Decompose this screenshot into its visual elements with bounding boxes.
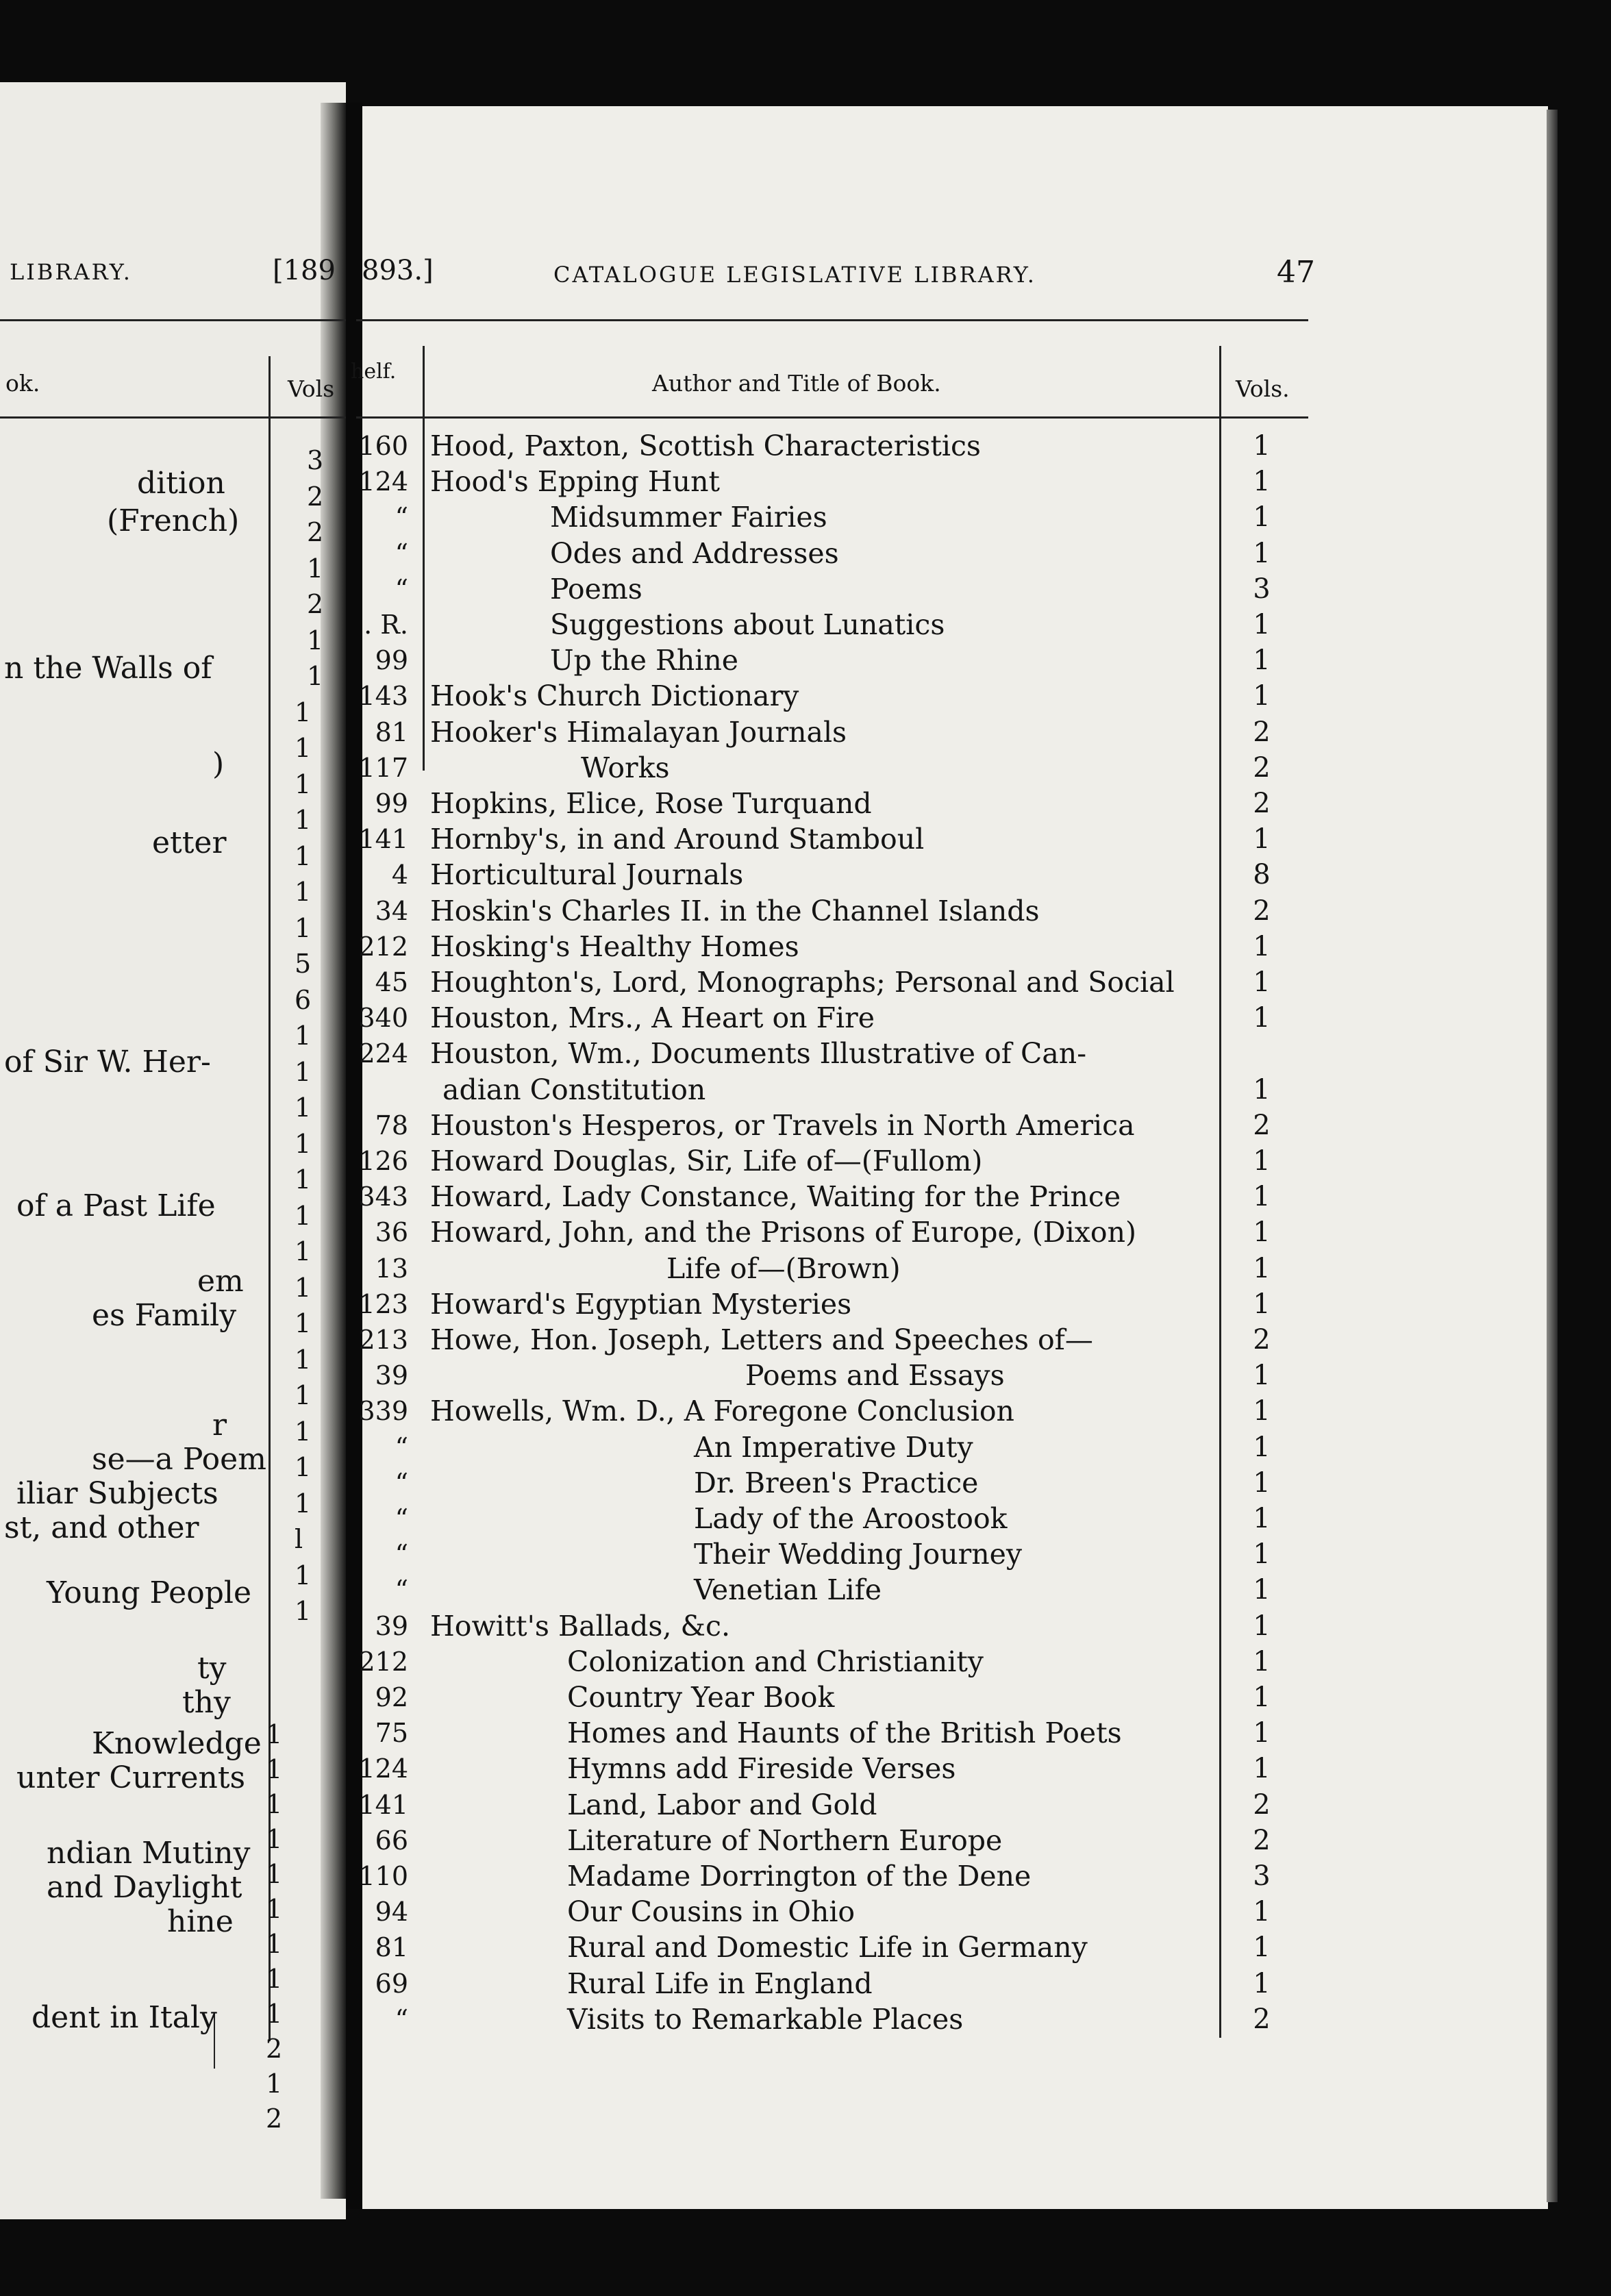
catalogue-entry <box>0 1286 1611 1322</box>
entry-title: Hoskin's Charles II. in the Channel Islands <box>430 894 1040 927</box>
entry-vols: 1 <box>1253 537 1271 569</box>
entry-title: Howells, Wm. D., A Foregone Conclusion <box>430 1395 1014 1428</box>
entry-title: Works <box>581 751 670 784</box>
catalogue-entry <box>0 1000 1611 1036</box>
entry-title: Howard's Egyptian Mysteries <box>430 1287 852 1321</box>
entry-title: Colonization and Christianity <box>567 1645 984 1678</box>
entry-shelf: 339 <box>358 1396 408 1427</box>
entry-vols: 1 <box>1253 930 1271 962</box>
catalogue-entry <box>0 1858 1611 1894</box>
catalogue-entry <box>0 750 1611 786</box>
right-header-title: CATALOGUE LEGISLATIVE LIBRARY. <box>553 262 1036 288</box>
catalogue-entry <box>0 1430 1611 1465</box>
entry-title: Rural Life in England <box>567 1967 873 2000</box>
left-title-fragment: iliar Subjects <box>16 1476 218 1511</box>
entry-vols: 1 <box>1253 1503 1271 1534</box>
catalogue-entry <box>0 1572 1611 1608</box>
entry-shelf: 81 <box>375 716 408 747</box>
entry-vols: 1 <box>1253 1360 1271 1392</box>
right-column-rule <box>356 416 1308 419</box>
entry-shelf: “ <box>395 2004 408 2034</box>
entry-vols: 1 <box>1253 1002 1271 1034</box>
catalogue-entry <box>0 1072 1611 1108</box>
entry-shelf: 69 <box>375 1968 408 1999</box>
entry-vols: 1 <box>1253 1395 1271 1427</box>
catalogue-entry <box>0 1108 1611 1143</box>
left-vols-value: 1 <box>266 1894 283 1924</box>
entry-title: Their Wedding Journey <box>694 1538 1023 1571</box>
left-column-rule <box>0 416 346 419</box>
left-vols-value: 1 <box>295 805 312 835</box>
catalogue-entry <box>0 821 1611 857</box>
entry-vols: 1 <box>1253 680 1271 712</box>
entry-vols: 8 <box>1253 859 1271 891</box>
entry-vols: 1 <box>1253 609 1271 640</box>
entry-shelf: 4 <box>391 860 408 890</box>
entry-shelf: 75 <box>375 1718 408 1749</box>
entry-shelf: 92 <box>375 1682 408 1712</box>
left-vols-value: 1 <box>295 1488 312 1519</box>
entry-shelf: “ <box>395 1539 408 1570</box>
entry-vols: 2 <box>1253 2003 1271 2035</box>
entry-vols: 1 <box>1253 501 1271 534</box>
entry-title: Hornby's, in and Around Stamboul <box>430 823 925 856</box>
entry-shelf: 117 <box>358 752 408 783</box>
entry-shelf: 124 <box>358 1754 408 1784</box>
entry-shelf: 78 <box>375 1110 408 1140</box>
entry-title: Hosking's Healthy Homes <box>430 929 799 963</box>
entry-title: Hood, Paxton, Scottish Characteristics <box>430 429 981 462</box>
left-vols-value: 1 <box>295 840 312 871</box>
right-col-shelf: helf. <box>351 360 397 384</box>
left-vols-value: 1 <box>295 1128 312 1159</box>
entry-vols: 1 <box>1253 1538 1271 1571</box>
left-vols-value: 1 <box>295 1308 312 1338</box>
left-title-fragment: ty <box>197 1651 227 1686</box>
left-vols-value: 1 <box>266 1824 283 1854</box>
left-vols-value: 1 <box>266 1964 283 1994</box>
left-vols-value: 1 <box>266 2069 283 2099</box>
entry-title: Houghton's, Lord, Monographs; Personal and Social <box>430 966 1175 999</box>
left-vols-value: 2 <box>307 589 324 619</box>
left-vols-value: 1 <box>266 1789 283 1819</box>
entry-shelf: 212 <box>358 931 408 962</box>
left-vols-value: 1 <box>295 1093 312 1123</box>
entry-shelf: 39 <box>375 1360 408 1391</box>
entry-vols: 1 <box>1253 645 1271 677</box>
left-title-fragment: of a Past Life <box>16 1188 216 1223</box>
entry-shelf: 212 <box>358 1646 408 1677</box>
left-title-fragment: r <box>212 1408 227 1443</box>
catalogue-entry <box>0 1787 1611 1823</box>
left-title-fragment: (French) <box>107 503 240 538</box>
left-vols-value: l <box>295 1524 303 1554</box>
catalogue-entry <box>0 1536 1611 1572</box>
entry-title: Rural and Domestic Life in Germany <box>567 1931 1088 1964</box>
entry-shelf: “ <box>395 1467 408 1498</box>
left-vols-value: 1 <box>307 553 324 584</box>
entry-shelf: 39 <box>375 1610 408 1641</box>
entry-vols: 2 <box>1253 751 1271 784</box>
catalogue-entry <box>0 1251 1611 1286</box>
entry-vols: 1 <box>1253 823 1271 856</box>
entry-shelf: 110 <box>358 1861 408 1891</box>
catalogue-entry <box>0 1644 1611 1680</box>
catalogue-entry <box>0 678 1611 714</box>
left-title-fragment: of Sir W. Her- <box>4 1045 211 1080</box>
entry-title: Literature of Northern Europe <box>567 1823 1003 1857</box>
catalogue-entry <box>0 1179 1611 1214</box>
left-header-date: [189 <box>273 255 336 286</box>
entry-vols: 1 <box>1253 1717 1271 1749</box>
entry-vols: 2 <box>1253 1109 1271 1141</box>
left-vols-value: 2 <box>307 517 324 547</box>
entry-title: Houston, Mrs., A Heart on Fire <box>430 1001 875 1035</box>
left-vols-value: 1 <box>295 1416 312 1447</box>
left-vols-value: 3 <box>307 445 324 475</box>
catalogue-entry <box>0 1751 1611 1786</box>
entry-vols: 1 <box>1253 1216 1271 1249</box>
right-header-date: 893.] <box>362 255 434 286</box>
entry-title: Poems <box>550 572 642 606</box>
catalogue-entry <box>0 1322 1611 1358</box>
entry-shelf: 81 <box>375 1932 408 1963</box>
entry-shelf: 94 <box>375 1897 408 1927</box>
entry-shelf: “ <box>395 538 408 569</box>
catalogue-entry <box>0 1465 1611 1501</box>
left-vols-value: 1 <box>295 1272 312 1303</box>
entry-vols: 1 <box>1253 1574 1271 1606</box>
entry-shelf: “ <box>395 1432 408 1462</box>
entry-vols: 1 <box>1253 466 1271 498</box>
catalogue-entry <box>0 607 1611 642</box>
entry-shelf: 36 <box>375 1217 408 1248</box>
entry-vols: 1 <box>1253 1252 1271 1284</box>
entry-vols: 1 <box>1253 1181 1271 1213</box>
catalogue-entry <box>0 1393 1611 1429</box>
left-vols-value: 1 <box>295 697 312 727</box>
entry-title: Poems and Essays <box>745 1359 1005 1393</box>
entry-vols: 3 <box>1253 1860 1271 1892</box>
entry-shelf: 126 <box>358 1146 408 1176</box>
entry-title: Howard, John, and the Prisons of Europe, (Dixon) <box>430 1216 1136 1249</box>
entry-shelf: 45 <box>375 967 408 997</box>
entry-title: Hook's Church Dictionary <box>430 679 799 713</box>
entry-title: Howard, Lady Constance, Waiting for the Prince <box>430 1180 1121 1214</box>
entry-shelf: “ <box>395 1575 408 1606</box>
entry-title: Howard Douglas, Sir, Life of—(Fullom) <box>430 1145 983 1177</box>
left-vols-value: 1 <box>307 625 324 656</box>
entry-vols: 1 <box>1253 1288 1271 1320</box>
entry-vols: 1 <box>1253 1645 1271 1677</box>
left-title-fragment: ) <box>212 747 225 782</box>
right-col-title: Author and Title of Book. <box>652 370 941 397</box>
catalogue-entry <box>0 1715 1611 1751</box>
entry-vols: 1 <box>1253 1073 1271 1106</box>
left-title-fragment: dent in Italy <box>32 2000 217 2035</box>
entry-vols: 1 <box>1253 1431 1271 1463</box>
entry-title: Odes and Addresses <box>550 536 839 570</box>
entry-vols: 1 <box>1253 1967 1271 1999</box>
catalogue-entry <box>0 1894 1611 1930</box>
catalogue-entry <box>0 1358 1611 1393</box>
left-title-fragment: se—a Poem <box>92 1442 266 1477</box>
left-vols-value: 6 <box>295 984 312 1015</box>
catalogue-entry <box>0 964 1611 1000</box>
entry-title: Horticultural Journals <box>430 858 744 892</box>
left-title-fragment: etter <box>152 825 227 860</box>
left-vols-value: 1 <box>295 1344 312 1375</box>
entry-title: Homes and Haunts of the British Poets <box>567 1717 1122 1750</box>
left-vols-value: 2 <box>266 2104 283 2134</box>
left-vols-value: 1 <box>266 1754 283 1784</box>
left-vols-value: 1 <box>266 1859 283 1889</box>
catalogue-entry <box>0 1214 1611 1250</box>
catalogue-entry <box>0 857 1611 893</box>
entry-shelf: 224 <box>358 1038 408 1069</box>
entry-title: Madame Dorrington of the Dene <box>567 1860 1032 1893</box>
page-number: 47 <box>1277 255 1315 290</box>
entry-title: Dr. Breen's Practice <box>694 1466 979 1499</box>
left-title-fragment: n the Walls of <box>4 651 212 686</box>
left-title-fragment: Young People <box>47 1575 251 1610</box>
catalogue-entry <box>0 571 1611 607</box>
entry-title: Suggestions about Lunatics <box>550 608 945 641</box>
catalogue-entry <box>0 714 1611 750</box>
catalogue-entry <box>0 786 1611 821</box>
left-title-fragment: st, and other <box>4 1510 199 1545</box>
left-col-title: ok. <box>5 370 40 397</box>
entry-shelf: 213 <box>358 1325 408 1355</box>
entry-shelf: 34 <box>375 895 408 926</box>
left-title-fragment: unter Currents <box>16 1760 246 1795</box>
entry-vols: 1 <box>1253 1610 1271 1642</box>
entry-title: Howe, Hon. Joseph, Letters and Speeches of— <box>430 1323 1093 1356</box>
entry-vols: 1 <box>1253 1467 1271 1499</box>
left-vols-value: 5 <box>295 949 312 979</box>
left-title-fragment: ndian Mutiny <box>47 1836 251 1871</box>
catalogue-entry <box>0 1036 1611 1071</box>
left-vols-value: 1 <box>295 1200 312 1231</box>
catalogue-entry <box>0 893 1611 929</box>
entry-title: Land, Labor and Gold <box>567 1788 877 1821</box>
entry-title: adian Constitution <box>442 1073 706 1106</box>
left-vols-value: 1 <box>295 733 312 763</box>
catalogue-entry <box>0 1501 1611 1536</box>
catalogue-entry <box>0 642 1611 678</box>
catalogue-entry <box>0 1823 1611 1858</box>
left-title-fragment: dition <box>137 466 225 501</box>
entry-shelf: 13 <box>375 1253 408 1284</box>
left-title-fragment: and Daylight <box>47 1870 242 1905</box>
left-col-vols: Vols <box>288 375 335 402</box>
entry-shelf: 160 <box>358 431 408 461</box>
entry-title: Our Cousins in Ohio <box>567 1895 856 1929</box>
catalogue-entry <box>0 499 1611 535</box>
entry-vols: 1 <box>1253 1145 1271 1177</box>
entry-title: Visits to Remarkable Places <box>567 2002 964 2036</box>
entry-vols: 1 <box>1253 430 1271 462</box>
entry-shelf: “ <box>395 1503 408 1534</box>
left-vols-value: 1 <box>295 1452 312 1482</box>
left-vols-value: 1 <box>295 1021 312 1051</box>
left-vols-value: 1 <box>295 1380 312 1410</box>
entry-shelf: 343 <box>358 1182 408 1212</box>
left-title-fragment: es Family <box>92 1298 237 1333</box>
left-vols-value: 1 <box>266 1999 283 2029</box>
catalogue-entry <box>0 929 1611 964</box>
entry-vols: 2 <box>1253 788 1271 819</box>
entry-vols: 2 <box>1253 895 1271 927</box>
entry-vols: 2 <box>1253 1324 1271 1356</box>
entry-vols: 2 <box>1253 1824 1271 1856</box>
entry-title: Country Year Book <box>567 1681 835 1714</box>
entry-shelf: 66 <box>375 1825 408 1856</box>
entry-shelf: 124 <box>358 466 408 497</box>
catalogue-entry <box>0 428 1611 464</box>
left-vols-value: 1 <box>295 769 312 799</box>
left-vols-value: 1 <box>266 1929 283 1959</box>
entry-shelf: 340 <box>358 1003 408 1034</box>
catalogue-entry <box>0 464 1611 499</box>
entry-shelf: . R. <box>364 610 408 640</box>
entry-title: Hopkins, Elice, Rose Turquand <box>430 787 872 820</box>
catalogue-entry <box>0 1930 1611 1965</box>
left-vols-value: 1 <box>295 912 312 943</box>
entry-title: Howitt's Ballads, &c. <box>430 1609 731 1643</box>
catalogue-entry <box>0 1680 1611 1715</box>
entry-vols: 1 <box>1253 1682 1271 1713</box>
left-title-fragment: thy <box>182 1685 231 1720</box>
entry-vols: 1 <box>1253 1896 1271 1928</box>
entry-vols: 2 <box>1253 716 1271 748</box>
catalogue-entry <box>0 1608 1611 1644</box>
left-vols-value: 1 <box>307 661 324 691</box>
left-vols-value: 1 <box>295 877 312 907</box>
catalogue-entry <box>0 536 1611 571</box>
entry-shelf: 141 <box>358 1789 408 1820</box>
left-header-rule <box>0 319 346 321</box>
entry-vols: 1 <box>1253 966 1271 998</box>
left-vols-value: 1 <box>295 1236 312 1266</box>
entry-vols: 1 <box>1253 1932 1271 1964</box>
entry-title: Hood's Epping Hunt <box>430 465 720 499</box>
left-title-fragment: hine <box>167 1904 234 1939</box>
left-title-fragment: Knowledge <box>92 1726 262 1761</box>
entry-vols: 3 <box>1253 573 1271 605</box>
left-vols-value: 1 <box>295 1164 312 1195</box>
left-vols-value: 1 <box>295 1560 312 1590</box>
entry-title: Life of—(Brown) <box>666 1251 901 1285</box>
entry-title: Up the Rhine <box>550 644 739 677</box>
entry-shelf: 99 <box>375 645 408 676</box>
right-header-rule <box>356 319 1308 321</box>
left-vols-value: 2 <box>266 2034 283 2064</box>
entry-title: An Imperative Duty <box>694 1430 973 1464</box>
entry-title: Venetian Life <box>694 1573 882 1607</box>
entry-title: Midsummer Fairies <box>550 501 827 534</box>
left-vols-value: 1 <box>295 1056 312 1087</box>
catalogue-entry <box>0 1143 1611 1179</box>
entry-shelf: 141 <box>358 824 408 855</box>
left-vols-value: 2 <box>307 481 324 512</box>
entry-title: Houston's Hesperos, or Travels in North America <box>430 1108 1135 1142</box>
entry-shelf: “ <box>395 573 408 604</box>
right-col-vols: Vols. <box>1236 375 1290 402</box>
entry-shelf: 123 <box>358 1288 408 1319</box>
entry-vols: 1 <box>1253 1753 1271 1785</box>
left-vols-value: 1 <box>266 1719 283 1749</box>
left-header-title: LIBRARY. <box>10 259 132 285</box>
entry-shelf: 143 <box>358 681 408 712</box>
entry-title: Lady of the Aroostook <box>694 1502 1008 1535</box>
catalogue-entry <box>0 1966 1611 2001</box>
entry-vols: 2 <box>1253 1788 1271 1821</box>
left-vols-value: 1 <box>295 1596 312 1626</box>
entry-shelf: “ <box>395 502 408 533</box>
left-title-fragment: em <box>197 1264 244 1299</box>
entry-shelf: 99 <box>375 788 408 819</box>
entry-title: Hooker's Himalayan Journals <box>430 715 847 749</box>
catalogue-entry <box>0 2001 1611 2037</box>
entry-title: Hymns add Fireside Verses <box>567 1752 956 1786</box>
entry-title: Houston, Wm., Documents Illustrative of Can- <box>430 1037 1087 1071</box>
